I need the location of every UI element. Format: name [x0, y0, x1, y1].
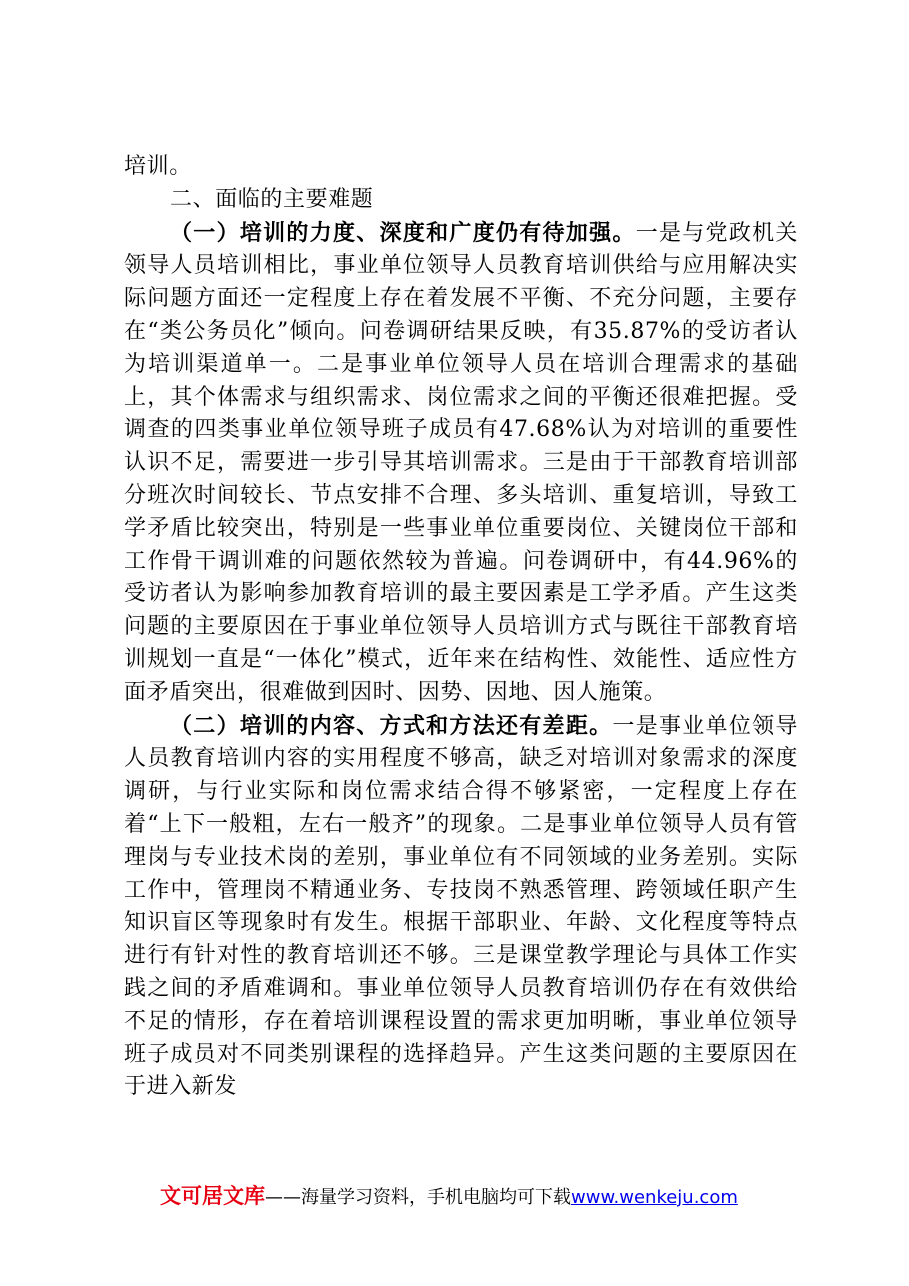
continuation-text: 培训。 — [124, 154, 192, 179]
document-body — [124, 151, 798, 1104]
footer-banner — [160, 1183, 800, 1211]
paragraph-1-lead: （一）培训的力度、深度和广度仍有待加强。 — [170, 219, 636, 246]
paragraph-2-lead: （二）培训的内容、方式和方法还有差距。 — [170, 712, 613, 739]
paragraph-2 — [124, 710, 798, 1105]
footer-dash: —— — [265, 1187, 301, 1208]
paragraph-1-body: 一是与党政机关领导人员培训相比，事业单位领导人员教育培训供给与应用解决实际问题方面还一定程度上存在着发展不平衡、不充分问题，主要存在“类公务员化”倾向。问卷调研结果反映，有35.87%的受访者认为培训渠道单一。二是事业单位领导人员在培训合理需求的基础上，其个体需求与组织需求、岗位需求之间的平衡还很难把握。受调查的四类事业单位领导班子成员有47.68%认为对培训的重要性认识不足，需要进一步引导其培训需求。三是由于干部教育培训部分班次时间较长、节点安排不合理、多头培训、重复培训，导致工学矛盾比较突出，特别是一些事业单位重要岗位、关键岗位干部和工作骨干调训难的问题依然较为普遍。问卷调研中，有44.96%的受访者认为影响参加教育培训的最主要因素是工学矛盾。产生这类问题的主要原因在于事业单位领导人员培训方式与既往干部教育培训规划一直是“一体化”模式，近年来在结构性、效能性、适应性方面矛盾突出，很难做到因时、因势、因地、因人施策。 — [124, 220, 798, 705]
paragraph-1 — [124, 217, 798, 710]
section-heading: 二、面临的主要难题 — [170, 186, 374, 212]
footer-url-link[interactable]: www.wenkeju.com — [571, 1187, 738, 1208]
footer-slogan: 海量学习资料，手机电脑均可下载 — [301, 1187, 571, 1208]
footer-brand: 文可居文库 — [160, 1184, 265, 1208]
paragraph-2-body: 一是事业单位领导人员教育培训内容的实用程度不够高，缺乏对培训对象需求的深度调研，与行业实际和岗位需求结合得不够紧密，一定程度上存在着“上下一般粗，左右一般齐”的现象。二是事业单位领导人员有管理岗与专业技术岗的差别，事业单位有不同领域的业务差别。实际工作中，管理岗不精通业务、专技岗不熟悉管理、跨领域任职产生知识盲区等现象时有发生。根据干部职业、年龄、文化程度等特点进行有针对性的教育培训还不够。三是课堂教学理论与具体工作实践之间的矛盾难调和。事业单位领导人员教育培训仍存在有效供给不足的情形，存在着培训课程设置的需求更加明晰，事业单位领导班子成员对不同类别课程的选择趋异。产生这类问题的主要原因在于进入新发 — [124, 713, 798, 1100]
